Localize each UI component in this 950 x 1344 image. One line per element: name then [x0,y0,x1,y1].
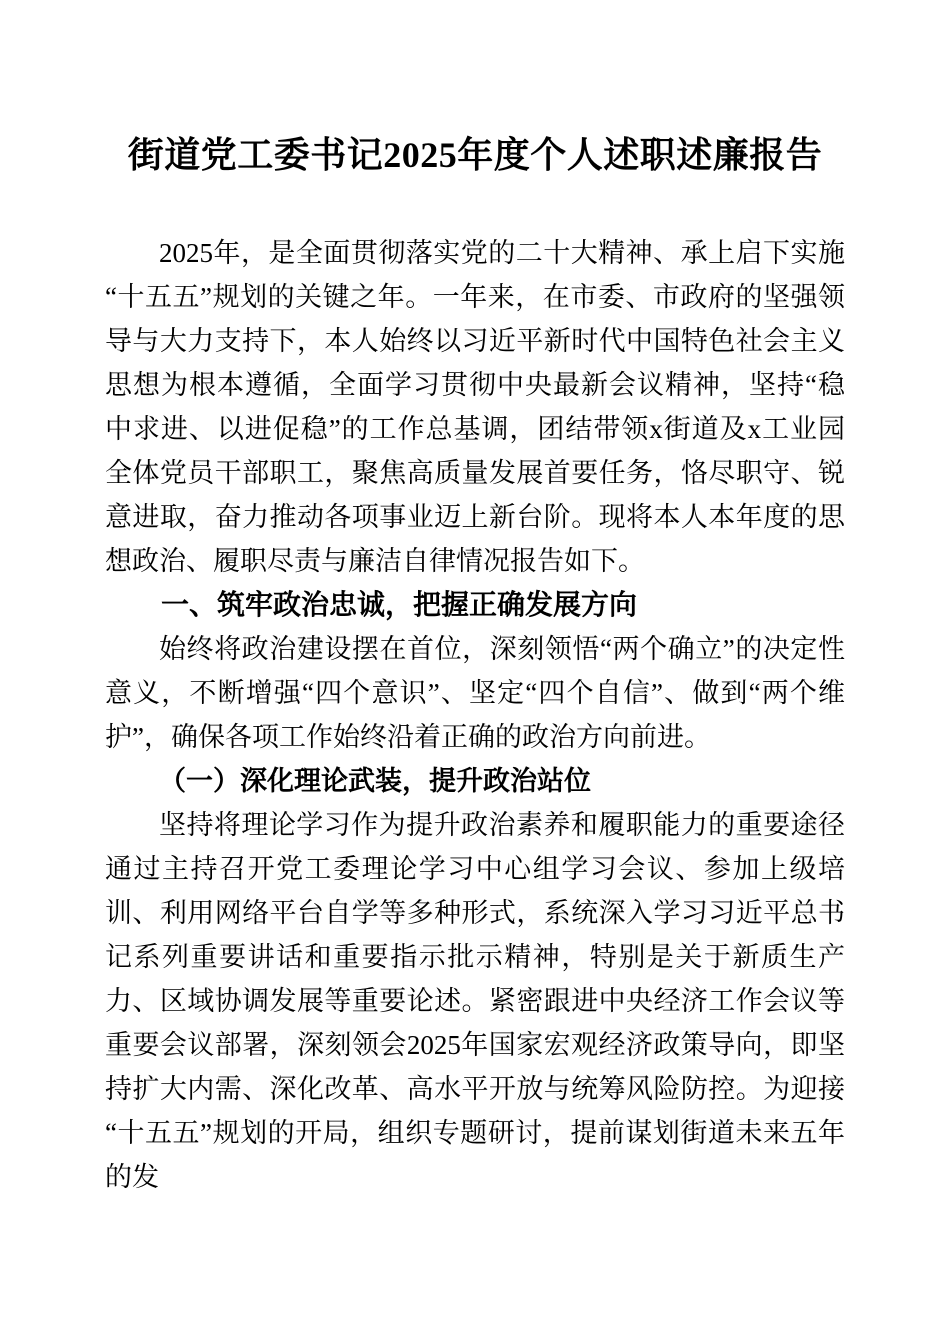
document-title: 街道党工委书记2025年度个人述职述廉报告 [127,135,823,175]
section-1-heading: 一、筑牢政治忠诚，把握正确发展方向 [161,589,638,620]
subsection-1-1-heading: （一）深化理论武装，提升政治站位 [159,766,591,796]
subsection-1-1-paragraph: 坚持将理论学习作为提升政治素养和履职能力的重要途径通过主持召开党工委理论学习中心组学习会议、参加上级培训、利用网络平台自学等多种形式，系统深入学习习近平总书记系列重要讲话和重要指示批示精神，特别是关于新质生产力、区域协调发展等重要论述。紧密跟进中央经济工作会议等重要会议部署，深刻领会2025年国家宏观经济政策导向，即坚持扩大内需、深化改革、高水平开放与统筹风险防控。为迎接“十五五”规划的开局，组织专题研讨，提前谋划街道未来五年的发 [105,810,845,1192]
section-1-paragraph: 始终将政治建设摆在首位，深刻领悟“两个确立”的决定性意义，不断增强“四个意识”、坚定“四个自信”、做到“两个维护”，确保各项工作始终沿着正确的政治方向前进。 [105,634,845,752]
intro-paragraph: 2025年，是全面贯彻落实党的二十大精神、承上启下实施“十五五”规划的关键之年。一年来，在市委、市政府的坚强领导与大力支持下，本人始终以习近平新时代中国特色社会主义思想为根本遵循，全面学习贯彻中央最新会议精神，坚持“稳中求进、以进促稳”的工作总基调，团结带领x街道及x工业园全体党员干部职工，聚焦高质量发展首要任务，恪尽职守、锐意进取，奋力推动各项事业迈上新台阶。现将本人本年度的思想政治、履职尽责与廉洁自律情况报告如下。 [105,238,845,576]
